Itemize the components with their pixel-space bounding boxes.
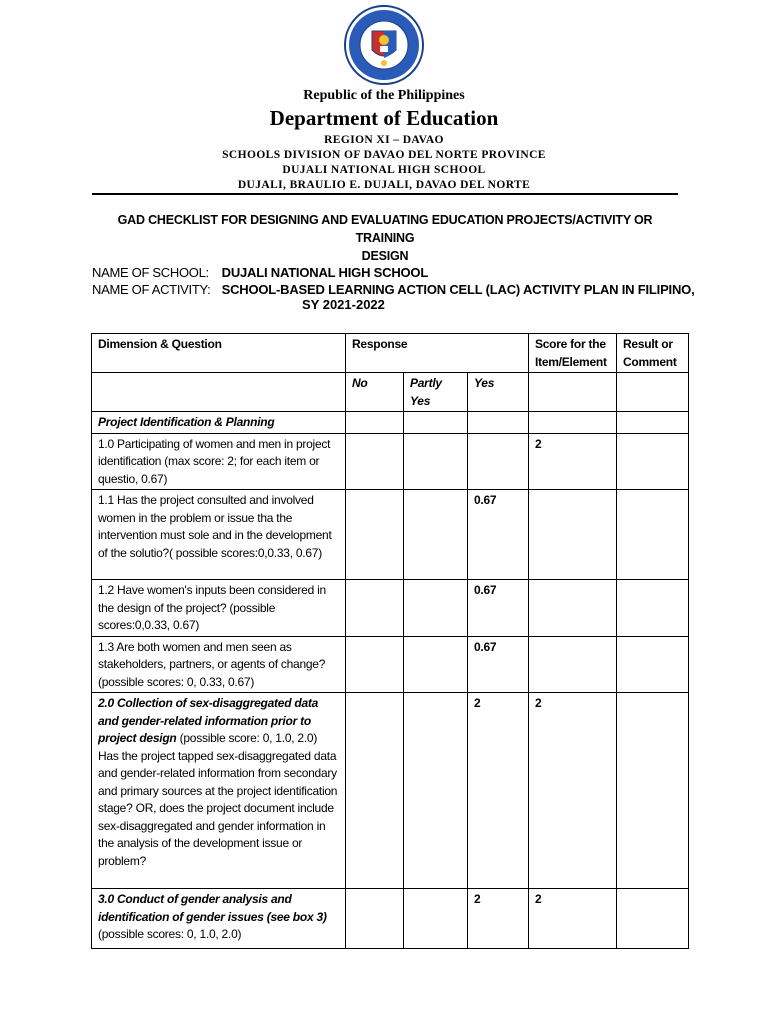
activity-name-row [92,281,694,298]
gad-checklist-table [91,333,689,949]
header-result: Result or Comment [617,334,689,373]
address-heading: DUJALI, BRAULIO E. DUJALI, DAVAO DEL NORTE [237,179,531,191]
table-row [92,636,689,693]
question-bold: 2.0 Collection of sex-disaggregated data and gender-related information prior to project design [98,696,319,745]
table-header-row [92,334,689,373]
table-row [92,580,689,637]
question-bold: 3.0 Conduct of gender analysis and identification of gender issues (see box 3) [98,892,327,924]
question-cell: 1.1 Has the project consulted and involved women in the problem or issue tha the intervention must sole and in the development of the solutio?( possible scores:0,0.33, 0.67) [92,490,346,580]
header-dimension: Dimension & Question [92,334,346,373]
table-row [92,889,689,949]
question-cell: 1.2 Have women's inputs been considered in the design of the project? (possible scores:0,0.33, 0.67) [92,580,346,637]
score-cell: 2 [529,693,617,889]
subheader-yes: Yes [468,373,529,412]
question-cell: 1.0 Participating of women and men in project identification (max score: 2; for each item or questio, 0.67) [92,433,346,490]
question-cell [92,889,346,949]
table-subheader-row [92,373,689,412]
yes-cell: 0.67 [468,580,529,637]
section-title: Project Identification & Planning [92,412,346,434]
division-heading: SCHOOLS DIVISION OF DAVAO DEL NORTE PROVINCE [222,149,546,161]
header-response: Response [346,334,529,373]
question-cell: 1.3 Are both women and men seen as stakeholders, partners, or agents of change? (possible scores: 0, 0.33, 0.67) [92,636,346,693]
form-title-line2: DESIGN [361,249,409,263]
school-heading: DUJALI NATIONAL HIGH SCHOOL [282,164,486,176]
school-name-value: DUJALI NATIONAL HIGH SCHOOL [221,265,429,280]
department-heading: Department of Education [269,106,499,130]
score-cell: 2 [529,433,617,490]
school-name-label: NAME OF SCHOOL: [92,265,209,280]
region-heading: REGION XI – DAVAO [324,134,444,146]
activity-name-value-cont: SY 2021-2022 [302,297,385,312]
subheader-partly-yes: Partly Yes [404,373,468,412]
header-divider [92,193,678,195]
yes-cell: 2 [468,889,529,949]
yes-cell: 0.67 [468,636,529,693]
score-cell: 2 [529,889,617,949]
question-rest: (possible score: 0, 1.0, 2.0) Has the project tapped sex-disaggregated data and gender-related information from secondary and primary sources at the project identification stage? OR, does the project document include sex-disaggregated and gender information in the analysis of the development issue or problem? [98,731,338,868]
section-row [92,412,689,434]
table-row [92,490,689,580]
subheader-no: No [346,373,404,412]
question-rest: (possible scores: 0, 1.0, 2.0) [98,927,242,941]
activity-name-value: SCHOOL-BASED LEARNING ACTION CELL (LAC) ACTIVITY PLAN IN FILIPINO, [221,282,695,297]
yes-cell: 2 [468,693,529,889]
question-cell [92,693,346,889]
republic-heading: Republic of the Philippines [303,88,465,103]
header-score: Score for the Item/Element [529,334,617,373]
form-title [92,211,678,265]
table-row [92,433,689,490]
table-row [92,693,689,889]
form-title-line1: GAD CHECKLIST FOR DESIGNING AND EVALUATING EDUCATION PROJECTS/ACTIVITY OR TRAINING [117,213,653,245]
school-name-row [92,264,428,281]
deped-seal-logo [328,4,440,86]
activity-name-label: NAME OF ACTIVITY: [92,282,211,297]
yes-cell: 0.67 [468,490,529,580]
